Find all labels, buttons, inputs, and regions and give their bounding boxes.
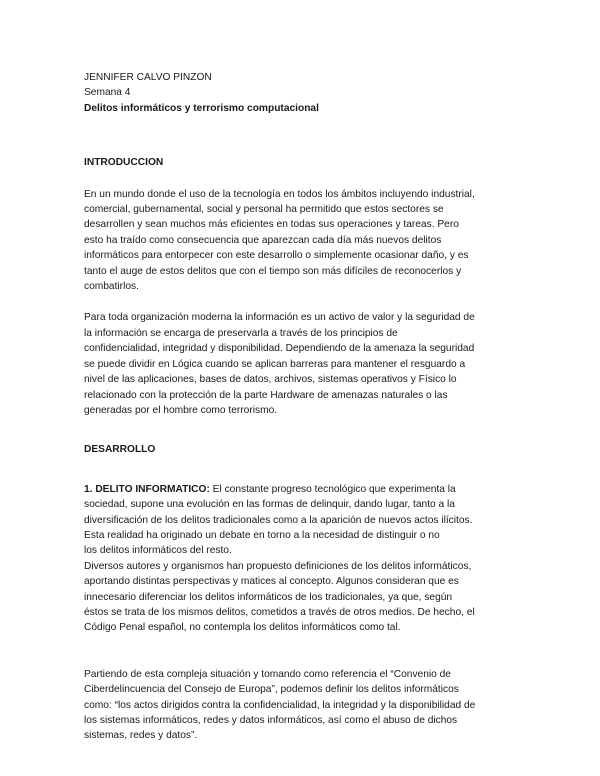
paragraph-line: los delitos informáticos del resto.: [84, 545, 232, 557]
paragraph-line: sociedad, supone una evolución en las formas de delinquir, dando lugar, tanto a la: [84, 499, 455, 511]
paragraph-line: Diversos autores y organismos han propuesto definiciones de los delitos informáticos,: [84, 560, 472, 572]
paragraph-line: como: “los actos dirigidos contra la confidencialidad, la integridad y la disponibilidad de: [84, 699, 476, 711]
convenio-paragraph: [84, 667, 520, 744]
intro-heading: INTRODUCCION: [84, 157, 164, 169]
section-1-label: 1. DELITO INFORMATICO:: [84, 483, 210, 495]
paragraph-line: éstos se trata de los mismos delitos, cometidos a través de otros medios. De hecho, el: [84, 606, 475, 618]
paragraph-line: Partiendo de esta compleja situación y tomando como referencia el “Convenio de: [84, 668, 451, 680]
paragraph-line: desarrollen y sean muchos más eficientes en todas sus operaciones y tareas. Pero: [84, 219, 459, 231]
paragraph-line: los sistemas informáticos, redes y datos informáticos, así como el abuso de dichos: [84, 715, 458, 726]
paragraph-line: generadas por el hombre como terrorismo.: [84, 404, 278, 416]
paragraph-line: relacionado con la protección de la parte Hardware de amenazas naturales o las: [84, 389, 448, 401]
paragraph-line: comercial, gubernamental, social y personal ha permitido que estos sectores se: [84, 204, 444, 216]
paragraph-line: diversificación de los delitos tradicionales como a la aparición de nuevos actos ilícitos.: [84, 514, 473, 526]
intro-paragraph-2: [84, 310, 520, 418]
desarrollo-heading: DESARROLLO: [84, 444, 156, 456]
intro-paragraph-1: [84, 187, 520, 295]
paragraph-line: Esta realidad ha originado un debate en torno a la necesidad de distinguir o no: [84, 529, 440, 541]
paragraph-line: nivel de las aplicaciones, bases de datos, archivos, sistemas operativos y Físico lo: [84, 374, 457, 386]
paragraph-line: esto ha traído como consecuencia que aparezcan cada día más nuevos delitos: [84, 234, 442, 246]
paragraph-line: la información se encarga de preservarla a través de los principios de: [84, 327, 398, 339]
paragraph-line: combatirlos.: [84, 281, 139, 293]
document-page: [84, 70, 520, 744]
paragraph-line: Para toda organización moderna la información es un activo de valor y la seguridad de: [84, 312, 475, 324]
paragraph-line: informáticos para entorpecer con este desarrollo o simplemente ocasionar daño, y es: [84, 250, 469, 262]
paragraph-line: En un mundo donde el uso de la tecnología en todos los ámbitos incluyendo industrial,: [84, 188, 475, 200]
paragraph-line: innecesario diferenciar los delitos informáticos de los tradicionales, ya que, según: [84, 591, 453, 603]
paragraph-line: tanto el auge de estos delitos que con el tiempo son más difíciles de reconocerlos y: [84, 265, 462, 277]
paragraph-line: Ciberdelincuencia del Consejo de Europa”, podemos definir los delitos informáticos: [84, 684, 459, 696]
paragraph-line: se puede dividir en Lógica cuando se aplican barreras para mantener el resguardo a: [84, 358, 466, 370]
paragraph-line: sistemas, redes y datos”.: [84, 730, 198, 742]
paragraph-line: [84, 482, 520, 497]
paragraph-line: aportando distintas perspectivas y matices al concepto. Algunos consideran que es: [84, 576, 459, 588]
section-1-paragraph: [84, 482, 520, 636]
section-1-first-line: El constante progreso tecnológico que experimenta la: [209, 483, 456, 495]
author-name: JENNIFER CALVO PINZON: [84, 72, 212, 83]
week-label: Semana 4: [84, 87, 131, 99]
document-title: Delitos informáticos y terrorismo computacional: [84, 102, 319, 114]
paragraph-line: confidencialidad, integridad y disponibilidad. Dependiendo de la amenaza la seguridad: [84, 343, 475, 355]
paragraph-line: Código Penal español, no contempla los delitos informáticos como tal.: [84, 622, 401, 634]
